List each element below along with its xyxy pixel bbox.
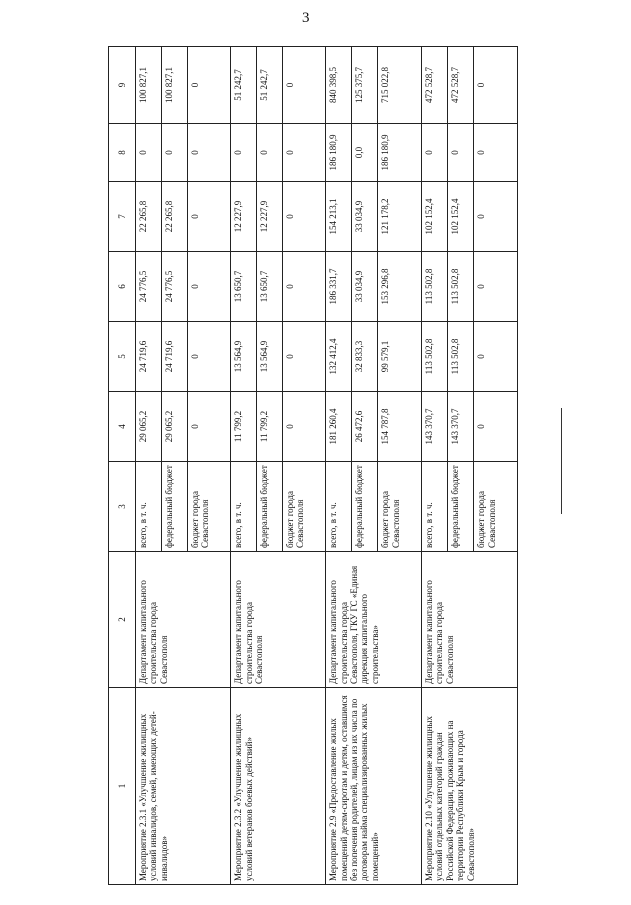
amount-cell: 0,0	[352, 124, 378, 182]
margin-line	[561, 408, 562, 514]
executor-cell: Департамент капитального строительства города Севастополя	[422, 552, 518, 688]
funding-source-cell: всего, в т. ч.	[422, 462, 448, 552]
column-header: 4	[109, 392, 136, 462]
event-name-cell: Мероприятие 2.10 «Улучшение жилищных условий отдельных категорий граждан Российской Федерации, проживающих на территории Республики Крым и города Севастополя»	[422, 688, 518, 885]
funding-source-cell: бюджет города Севастополя	[378, 462, 422, 552]
amount-cell: 29 065,2	[136, 392, 162, 462]
amount-cell: 0	[187, 47, 230, 124]
amount-cell: 32 833,3	[352, 322, 378, 392]
amount-cell: 0	[187, 392, 230, 462]
amount-cell: 24 719,6	[136, 322, 162, 392]
event-name-cell: Мероприятие 2.3.1 «Улучшение жилищных условий инвалидов, семей, имеющих детей-инвалидов»	[136, 688, 231, 885]
amount-cell: 0	[283, 124, 326, 182]
amount-cell: 0	[187, 252, 230, 322]
amount-cell: 0	[422, 124, 448, 182]
page-number: 3	[302, 10, 310, 26]
executor-cell: Департамент капитального строительства города Севастополя	[231, 552, 326, 688]
amount-cell: 153 296,8	[378, 252, 422, 322]
amount-cell: 29 065,2	[161, 392, 187, 462]
amount-cell: 113 502,8	[448, 322, 474, 392]
funding-source-cell: всего, в т. ч.	[326, 462, 352, 552]
column-header: 1	[109, 688, 136, 885]
amount-cell: 51 242,7	[231, 47, 257, 124]
amount-cell: 121 178,2	[378, 182, 422, 252]
amount-cell: 12 227,9	[257, 182, 283, 252]
amount-cell: 472 528,7	[422, 47, 448, 124]
amount-cell: 0	[474, 182, 518, 252]
amount-cell: 33 034,9	[352, 182, 378, 252]
amount-cell: 0	[474, 124, 518, 182]
header-row	[109, 47, 136, 885]
amount-cell: 13 564,9	[231, 322, 257, 392]
column-header: 8	[109, 124, 136, 182]
amount-cell: 125 375,7	[352, 47, 378, 124]
amount-cell: 0	[283, 47, 326, 124]
funding-source-cell: бюджет города Севастополя	[474, 462, 518, 552]
table-row	[326, 47, 352, 885]
amount-cell: 24 776,5	[136, 252, 162, 322]
amount-cell: 0	[231, 124, 257, 182]
amount-cell: 13 650,7	[231, 252, 257, 322]
amount-cell: 0	[474, 392, 518, 462]
amount-cell: 0	[161, 124, 187, 182]
amount-cell: 0	[283, 392, 326, 462]
column-header: 6	[109, 252, 136, 322]
amount-cell: 0	[474, 322, 518, 392]
amount-cell: 113 502,8	[422, 252, 448, 322]
amount-cell: 51 242,7	[257, 47, 283, 124]
amount-cell: 100 827,1	[161, 47, 187, 124]
amount-cell: 13 650,7	[257, 252, 283, 322]
amount-cell: 0	[474, 47, 518, 124]
funding-source-cell: бюджет города Севастополя	[283, 462, 326, 552]
amount-cell: 0	[187, 322, 230, 392]
amount-cell: 186 331,7	[326, 252, 352, 322]
funding-source-cell: всего, в т. ч.	[231, 462, 257, 552]
amount-cell: 0	[257, 124, 283, 182]
event-name-cell: Мероприятие 2.9 «Предоставление жилых помещений детям-сиротам и детям, оставшимся без попечения родителей, лицам из их числа по договорам найма специализированных жилых помещений»	[326, 688, 422, 885]
amount-cell: 0	[187, 124, 230, 182]
amount-cell: 0	[187, 182, 230, 252]
column-header: 7	[109, 182, 136, 252]
column-header: 2	[109, 552, 136, 688]
amount-cell: 99 579,1	[378, 322, 422, 392]
amount-cell: 100 827,1	[136, 47, 162, 124]
funding-source-cell: федеральный бюджет	[257, 462, 283, 552]
funding-source-cell: бюджет города Севастополя	[187, 462, 230, 552]
funding-source-cell: федеральный бюджет	[352, 462, 378, 552]
amount-cell: 181 260,4	[326, 392, 352, 462]
amount-cell: 0	[474, 252, 518, 322]
amount-cell: 33 034,9	[352, 252, 378, 322]
amount-cell: 0	[448, 124, 474, 182]
rotated-table-container	[108, 47, 518, 885]
funding-source-cell: федеральный бюджет	[161, 462, 187, 552]
amount-cell: 472 528,7	[448, 47, 474, 124]
column-header: 5	[109, 322, 136, 392]
amount-cell: 840 398,5	[326, 47, 352, 124]
amount-cell: 0	[136, 124, 162, 182]
amount-cell: 0	[283, 252, 326, 322]
amount-cell: 0	[283, 322, 326, 392]
amount-cell: 186 180,9	[326, 124, 352, 182]
table-row	[136, 47, 162, 885]
amount-cell: 186 180,9	[378, 124, 422, 182]
amount-cell: 22 265,8	[136, 182, 162, 252]
column-header: 9	[109, 47, 136, 124]
funding-source-cell: всего, в т. ч.	[136, 462, 162, 552]
amount-cell: 0	[283, 182, 326, 252]
amount-cell: 22 265,8	[161, 182, 187, 252]
funding-table	[108, 46, 518, 885]
amount-cell: 113 502,8	[422, 322, 448, 392]
column-header: 3	[109, 462, 136, 552]
table-body	[136, 47, 518, 885]
amount-cell: 154 213,1	[326, 182, 352, 252]
amount-cell: 11 799,2	[257, 392, 283, 462]
amount-cell: 102 152,4	[448, 182, 474, 252]
amount-cell: 26 472,6	[352, 392, 378, 462]
amount-cell: 24 776,5	[161, 252, 187, 322]
amount-cell: 24 719,6	[161, 322, 187, 392]
amount-cell: 132 412,4	[326, 322, 352, 392]
amount-cell: 11 799,2	[231, 392, 257, 462]
event-name-cell: Мероприятие 2.3.2 «Улучшение жилищных условий ветеранов боевых действий»	[231, 688, 326, 885]
executor-cell: Департамент капитального строительства города Севастополя	[136, 552, 231, 688]
amount-cell: 154 787,8	[378, 392, 422, 462]
table-row	[231, 47, 257, 885]
table-row	[422, 47, 448, 885]
amount-cell: 102 152,4	[422, 182, 448, 252]
amount-cell: 113 502,8	[448, 252, 474, 322]
executor-cell: Департамент капитального строительства города Севастополя, ГКУ ГС «Единая дирекция капитального строительства»	[326, 552, 422, 688]
amount-cell: 13 564,9	[257, 322, 283, 392]
amount-cell: 715 022,8	[378, 47, 422, 124]
funding-source-cell: федеральный бюджет	[448, 462, 474, 552]
amount-cell: 143 370,7	[422, 392, 448, 462]
amount-cell: 143 370,7	[448, 392, 474, 462]
amount-cell: 12 227,9	[231, 182, 257, 252]
